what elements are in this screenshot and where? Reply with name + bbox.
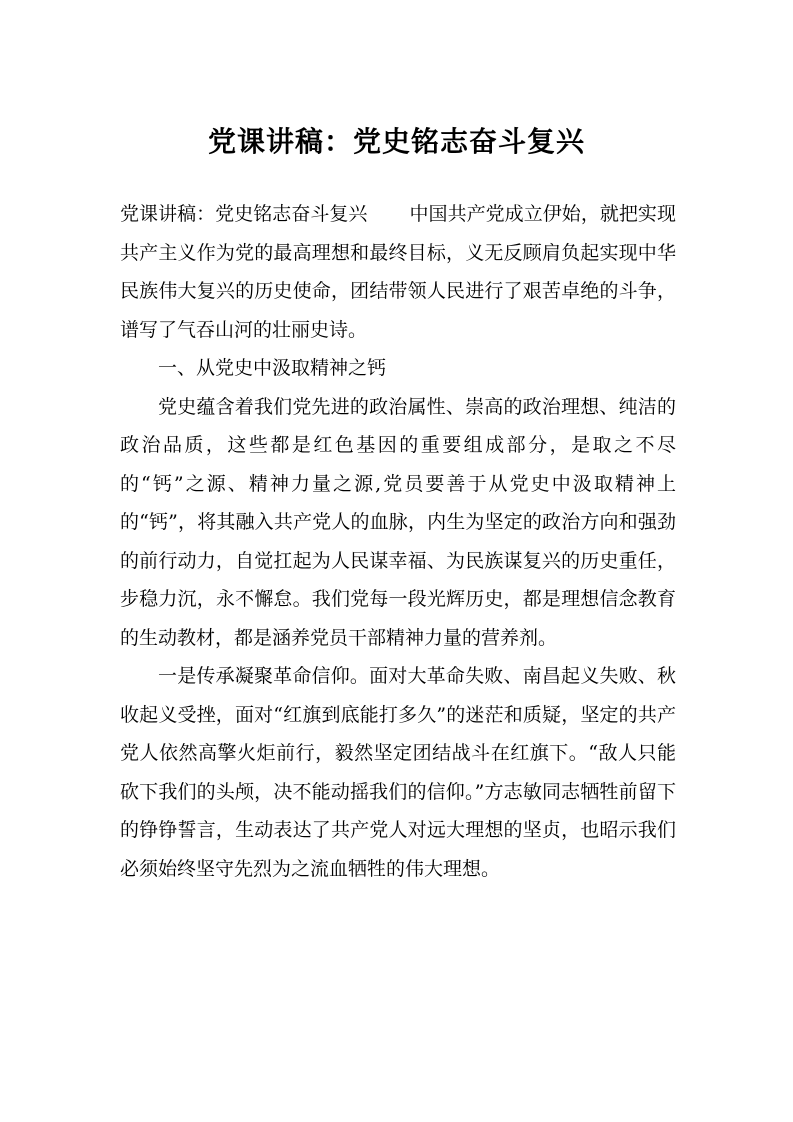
section-heading-1: 一、从党史中汲取精神之钙 xyxy=(158,357,387,379)
body-paragraph-1: 党史蕴含着我们党先进的政治属性、崇高的政治理想、纯洁的政治品质，这些都是红色基因的重要组成部分，是取之不尽的“钙”之源、精神力量之源,党员要善于从党史中汲取精神上的“钙”，将其融入共产党人的血脉，内生为坚定的政治方向和强劲的前行动力，自觉扛起为人民谋幸福、为民族谋复兴的历史重任，步稳力沉，永不懈怠。我们党每一段光辉历史，都是理想信念教育的生动教材，都是涵养党员干部精神力量的营养剂。 xyxy=(120,395,676,649)
intro-lead: 党课讲稿：党史铭志奋斗复兴 xyxy=(120,203,368,225)
intro-text: 中国共产党成立伊始，就把实现共产主义作为党的最高理想和最终目标，义无反顾肩负起实现中华民族伟大复兴的历史使命，团结带领人民进行了艰苦卓绝的斗争，谱写了气吞山河的壮丽史诗。 xyxy=(120,203,676,341)
document-body xyxy=(120,195,676,888)
body-paragraph-2: 一是传承凝聚革命信仰。面对大革命失败、南昌起义失败、秋收起义受挫，面对“红旗到底能打多久”的迷茫和质疑，坚定的共产党人依然高擎火炬前行，毅然坚定团结战斗在红旗下。“敌人只能砍下我们的头颅，决不能动摇我们的信仰。”方志敏同志牺牲前留下的铮铮誓言，生动表达了共产党人对远大理想的坚贞，也昭示我们必须始终坚守先烈为之流血牺牲的伟大理想。 xyxy=(120,665,676,880)
document-title: 党课讲稿：党史铭志奋斗复兴 xyxy=(207,125,585,158)
intro-paragraph xyxy=(120,195,676,349)
